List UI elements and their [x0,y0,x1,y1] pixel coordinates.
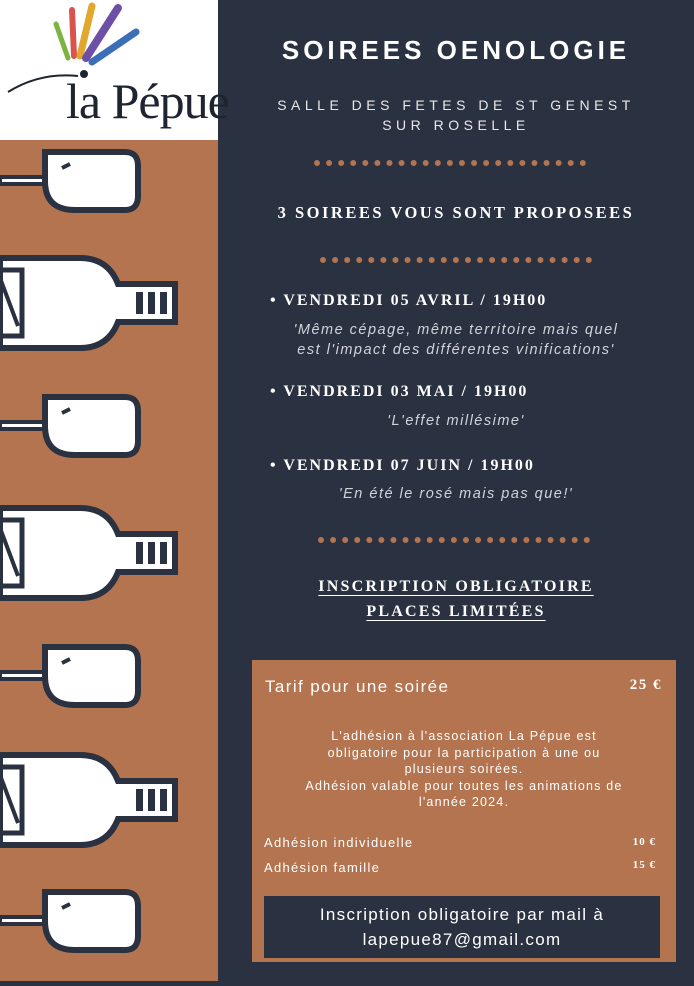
note-line: obligatoire pour la participation à une ou [327,745,601,760]
event-description-line: 'En été le rosé mais pas que!' [338,486,574,502]
divider [318,537,590,543]
divider [314,160,586,166]
family-fee-value: 15 € [632,859,656,871]
wine-glass-bottle-illustration [0,0,218,981]
contact-text: Inscription obligatoire par mail à [319,905,605,924]
logo [0,0,229,140]
page-title: SOIREES OENOLOGIE [281,35,631,65]
wine-bottle-icon [0,755,175,845]
venue-line: SALLE DES FETES DE ST GENEST [277,97,635,113]
places-line: PLACES LIMITÉES [366,603,546,620]
wine-glass-icon [0,647,138,705]
event-description [218,411,694,431]
event-title: • VENDREDI 05 AVRIL / 19H00 [270,292,548,309]
tarif-value: 25 € [629,677,662,693]
membership-note [260,728,668,811]
venue [218,95,694,135]
event-description [218,484,694,504]
illustration-panel [0,0,218,981]
individual-fee-value: 10 € [632,836,656,848]
venue-line: SUR ROSELLE [382,117,530,133]
contact-box [264,896,660,958]
event-description [218,320,694,360]
places-notice [218,603,694,621]
event-title: • VENDREDI 07 JUIN / 19H00 [270,457,535,474]
subtitle: 3 SOIREES VOUS SONT PROPOSEES [277,203,635,222]
event-description-line: est l'impact des différentes vinifications' [297,342,615,358]
note-line: Adhésion valable pour toutes les animations de [305,778,623,793]
logo-text: la Pépue [66,73,229,129]
event-description-line: 'L'effet millésime' [387,413,525,429]
note-line: L'adhésion à l'association La Pépue est [331,729,597,743]
divider [320,257,592,263]
wine-bottle-icon [0,258,175,348]
event-title: • VENDREDI 03 MAI / 19H00 [270,383,529,400]
contact-email[interactable]: lapepue87@gmail.com [362,930,562,949]
individual-fee-label: Adhésion individuelle [264,835,414,850]
note-line: plusieurs soirées. [404,762,524,776]
inscription-line: INSCRIPTION OBLIGATOIRE [318,578,594,595]
wine-glass-icon [0,397,138,455]
wine-bottle-icon [0,508,175,598]
inscription-notice [218,578,694,596]
event-description-line: 'Même cépage, même territoire mais quel [293,322,619,338]
family-fee-label: Adhésion famille [264,860,381,875]
wine-glass-icon [0,152,138,210]
wine-glass-icon [0,892,138,950]
tarif-label: Tarif pour une soirée [265,677,450,696]
note-line: l'année 2024. [418,795,510,809]
